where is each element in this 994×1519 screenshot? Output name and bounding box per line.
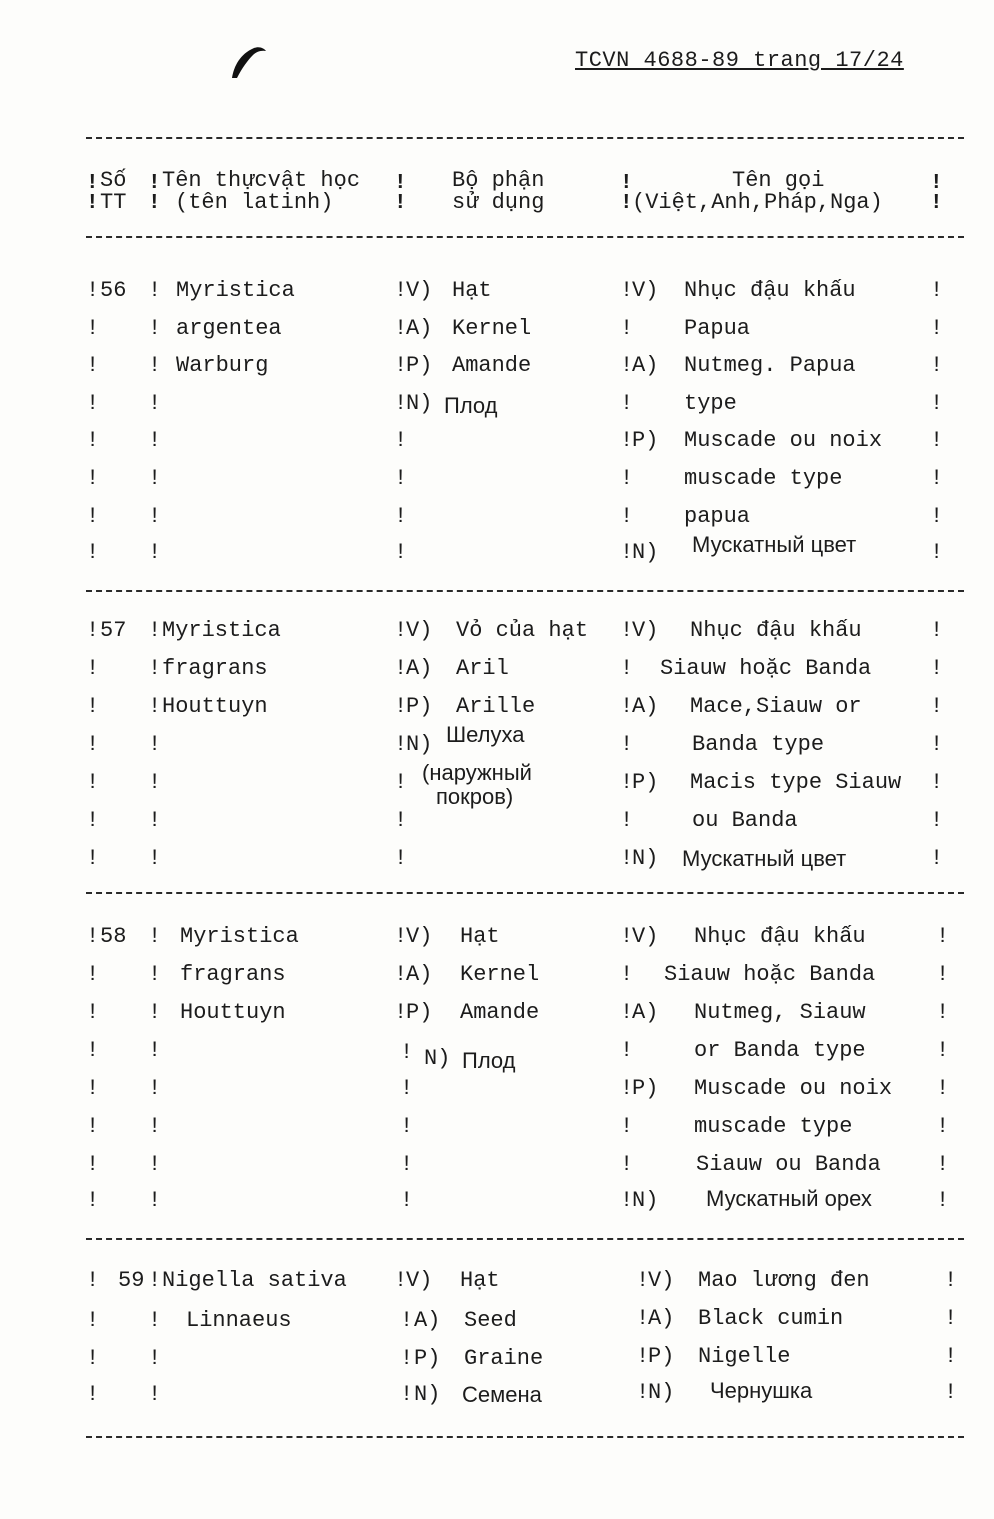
- name-text: Macis type Siauw: [690, 770, 902, 795]
- name-text: or Banda type: [694, 1038, 866, 1063]
- name-text: papua: [684, 504, 751, 529]
- latin-name: Warburg: [176, 353, 269, 378]
- part-lang: N): [414, 1382, 441, 1407]
- part-text: Arille: [456, 694, 536, 719]
- name-lang: V): [632, 618, 659, 643]
- part-lang: V): [406, 1268, 433, 1293]
- latin-name: Myristica: [180, 924, 299, 949]
- header-common: Tên gọi: [732, 168, 825, 193]
- part-lang: A): [414, 1308, 441, 1333]
- header-common-sub: (Việt,Anh,Pháp,Nga): [632, 190, 883, 215]
- name-lang: N): [632, 1188, 659, 1213]
- name-lang: N): [632, 540, 659, 565]
- part-text: (наружный: [422, 760, 532, 785]
- part-lang: A): [406, 316, 433, 341]
- document-page: TCVN 4688-89 trang 17/24 ! ! Số TT ! ! Tên thựcvật học (tên latinh) ! ! Bộ phận sử dụng ! ! Tên gọi (Việt,Anh,Pháp,Nga) ! ! ! 56 ! Myristica argentea Warburg ! V) Hạt ! A) Kernel ! P) Amande ! N) Плод ! V) Nhục đậu khấu ! Papua ! A) Nutmeg. Papua ! type ! P) Muscade ou noix ! muscade type ! papua ! N) Мускатный цвет ! ! ! ! ! ! ! ! ! ! ! ! ! ! ! ! ! ! ! ! ! ! ! ! ! ! ! 57 ! Myristica ! fragrans ! Houttuyn ! V) Vỏ của hạt ! A) Aril ! P) Arille ! N) Шелуха (наружный покров) ! V) Nhục đậu khấu ! Siauw hoặc Banda ! A) Mace,Siauw or ! Banda type ! P) Macis type Siauw ! ou Banda ! N) Мускатный цвет ! ! ! ! ! ! ! ! ! ! ! ! ! ! ! ! ! ! ! ! ! 58 ! Myristica fragrans Houttuyn ! V) Hạt ! A) Kernel ! P) Amande ! N) Плод ! V) Nhục đậu khấu ! Siauw hoặc Banda ! A) Nutmeg, Siauw ! or Banda type ! P) Muscade ou noix ! muscade type ! Siauw ou Banda ! N) Мускатный орех ! ! ! ! ! ! ! ! ! ! ! ! ! ! ! ! ! ! ! ! ! ! ! ! ! ! ! 59 ! Nigella sativa ! Linnaeus ! V) Hạt ! A) Seed ! P) Graine ! N) Семена ! V) Mao lương đen ! A) Black cumin ! P) Nigelle ! N) Чернушка ! ! ! ! ! ! ! ! !: [0, 0, 994, 1519]
- table-bottom-rule: [86, 1436, 964, 1438]
- name-text: Nhục đậu khấu: [684, 278, 856, 303]
- latin-name: fragrans: [180, 962, 286, 987]
- part-text: Vỏ của hạt: [456, 618, 589, 643]
- name-lang: A): [648, 1306, 675, 1331]
- name-text: Black cumin: [698, 1306, 844, 1331]
- header-part-sub: sử dụng: [452, 190, 545, 215]
- row-separator: [86, 1238, 964, 1240]
- name-lang: P): [632, 428, 659, 453]
- name-text: Nutmeg, Siauw: [694, 1000, 866, 1025]
- name-text: Mace,Siauw or: [690, 694, 862, 719]
- part-text: Kernel: [452, 316, 532, 341]
- part-lang: N): [406, 732, 433, 757]
- name-text: Mao lương đen: [698, 1268, 870, 1293]
- name-lang: N): [648, 1380, 675, 1405]
- name-lang: P): [632, 1076, 659, 1101]
- latin-name: Nigella sativa: [162, 1268, 347, 1293]
- document-reference: TCVN 4688-89 trang 17/24: [575, 48, 904, 73]
- name-text: Nhục đậu khấu: [690, 618, 862, 643]
- name-lang: V): [648, 1268, 675, 1293]
- part-lang: P): [406, 353, 433, 378]
- name-text: Muscade ou noix: [684, 428, 883, 453]
- header-number: Số: [100, 168, 127, 193]
- part-text: Плод: [444, 393, 498, 418]
- header-part: Bộ phận: [452, 168, 545, 193]
- part-lang: A): [406, 962, 433, 987]
- row-number: 58: [100, 924, 127, 949]
- name-text: Мускатный цвет: [692, 532, 857, 557]
- latin-name: Houttuyn: [180, 1000, 286, 1025]
- part-text: покров): [436, 784, 514, 809]
- part-text: Graine: [464, 1346, 544, 1371]
- name-text: Siauw hoặc Banda: [664, 962, 876, 987]
- part-lang: V): [406, 618, 433, 643]
- part-lang: V): [406, 924, 433, 949]
- part-text: Hạt: [460, 924, 500, 949]
- part-text: Hạt: [460, 1268, 500, 1293]
- name-text: Banda type: [692, 732, 825, 757]
- name-lang: A): [632, 1000, 659, 1025]
- latin-name: Myristica: [162, 618, 281, 643]
- name-text: Siauw ou Banda: [696, 1152, 881, 1177]
- part-text: Amande: [452, 353, 532, 378]
- name-text: muscade type: [694, 1114, 853, 1139]
- part-text: Kernel: [460, 962, 540, 987]
- latin-name: Houttuyn: [162, 694, 268, 719]
- part-text: Seed: [464, 1308, 517, 1333]
- name-lang: V): [632, 924, 659, 949]
- part-text: Amande: [460, 1000, 540, 1025]
- name-lang: A): [632, 694, 659, 719]
- name-lang: A): [632, 353, 659, 378]
- latin-name: Linnaeus: [186, 1308, 292, 1333]
- latin-name: Myristica: [176, 278, 295, 303]
- part-text: Hạt: [452, 278, 492, 303]
- name-text: Nutmeg. Papua: [684, 353, 856, 378]
- name-text: ou Banda: [692, 808, 798, 833]
- name-text: Мускатный цвет: [682, 846, 847, 871]
- name-text: type: [684, 391, 737, 416]
- latin-name: fragrans: [162, 656, 268, 681]
- table-top-rule: [86, 137, 964, 139]
- name-text: Papua: [684, 316, 751, 341]
- header-latin-sub: (tên latinh): [175, 190, 334, 215]
- header-rule: [86, 236, 964, 238]
- header-latin: Tên thựcvật học: [162, 168, 361, 193]
- part-text: Aril: [456, 656, 509, 681]
- row-separator: [86, 590, 964, 592]
- name-text: Nigelle: [698, 1344, 791, 1369]
- name-lang: P): [648, 1344, 675, 1369]
- pen-mark-icon: [228, 42, 268, 82]
- name-text: muscade type: [684, 466, 843, 491]
- name-lang: N): [632, 846, 659, 871]
- part-text: Шелуха: [446, 722, 525, 747]
- name-text: Мускатный орех: [706, 1186, 872, 1211]
- part-text: Семена: [462, 1382, 542, 1407]
- name-lang: V): [632, 278, 659, 303]
- part-text: Плод: [462, 1048, 516, 1073]
- latin-name: argentea: [176, 316, 282, 341]
- part-lang: P): [414, 1346, 441, 1371]
- row-number: 59: [118, 1268, 145, 1293]
- row-number: 56: [100, 278, 127, 303]
- part-lang: A): [406, 656, 433, 681]
- part-lang: P): [406, 1000, 433, 1025]
- name-lang: P): [632, 770, 659, 795]
- name-text: Чернушка: [710, 1378, 813, 1403]
- name-text: Siauw hoặc Banda: [660, 656, 872, 681]
- row-number: 57: [100, 618, 127, 643]
- name-text: Muscade ou noix: [694, 1076, 893, 1101]
- part-lang: N): [424, 1046, 451, 1071]
- header-number-sub: TT: [100, 190, 127, 215]
- row-separator: [86, 892, 964, 894]
- name-text: Nhục đậu khấu: [694, 924, 866, 949]
- part-lang: P): [406, 694, 433, 719]
- part-lang: N): [406, 391, 433, 416]
- part-lang: V): [406, 278, 433, 303]
